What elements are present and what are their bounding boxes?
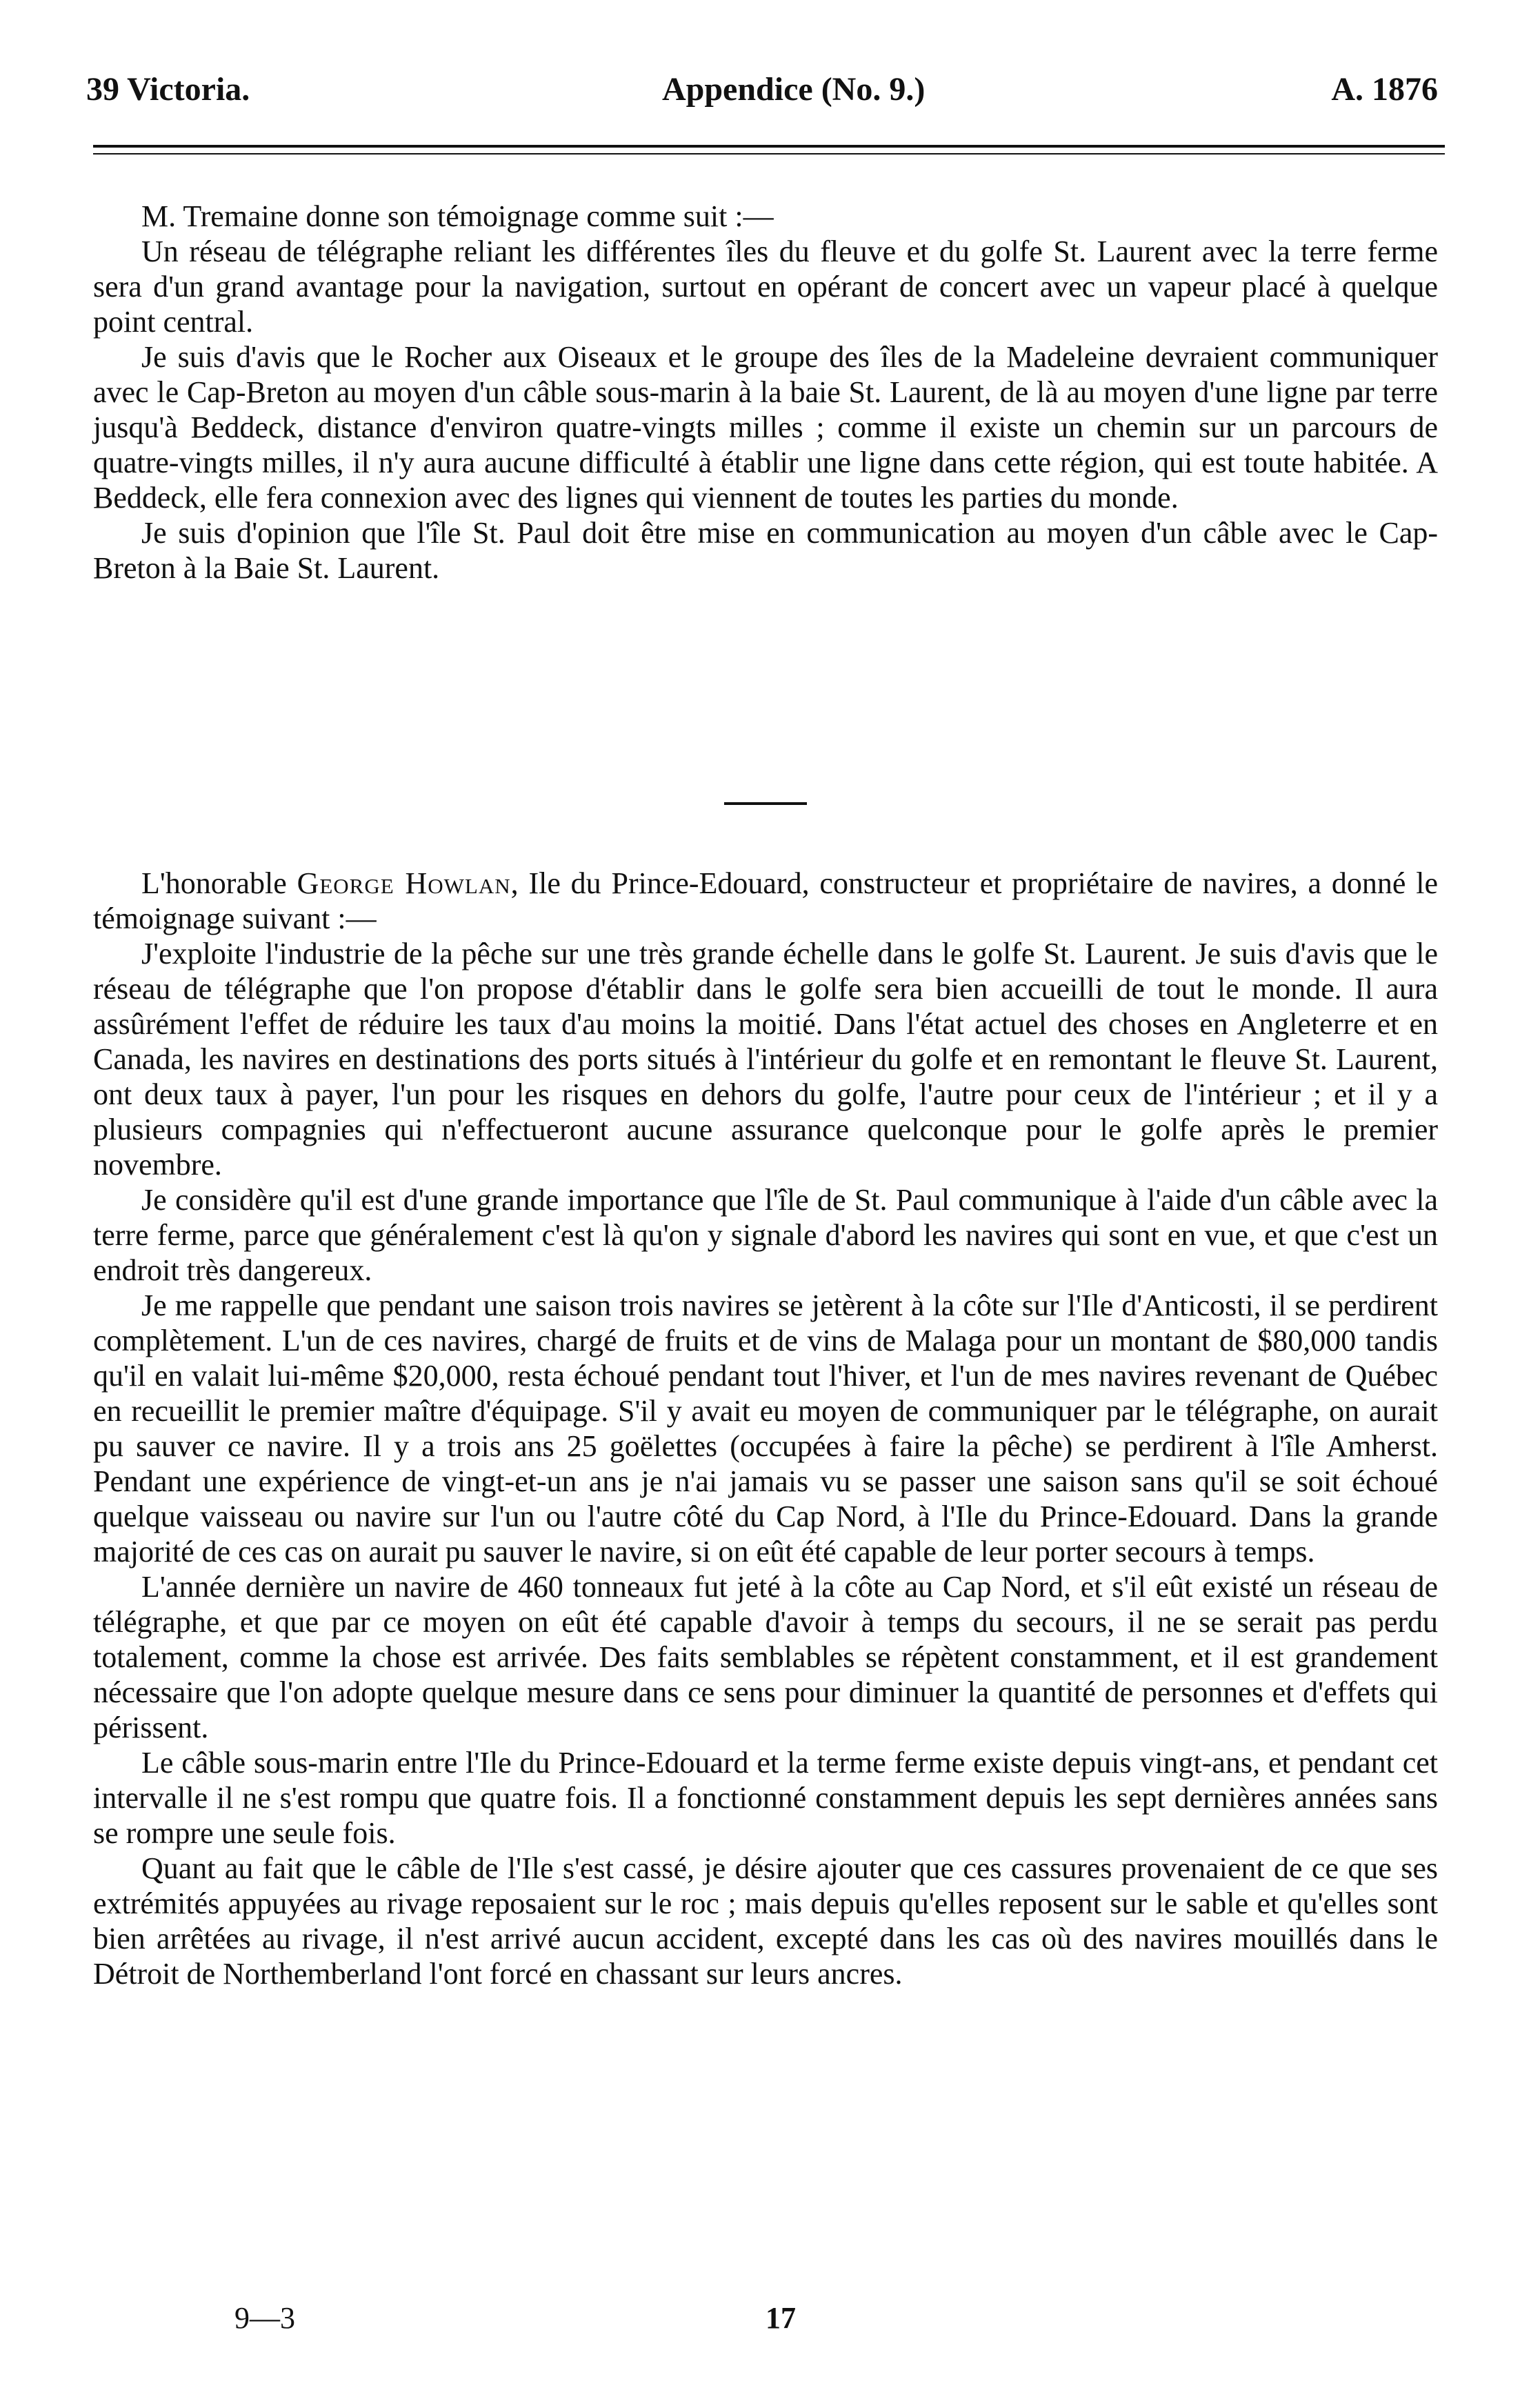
page-number: 17 (766, 2301, 796, 2335)
header-year: A. 1876 (1331, 71, 1438, 108)
testimony-paragraph: Un réseau de télégraphe reliant les différentes îles du fleuve et du golfe St. Laurent avec la terre ferme sera d'un grand avantage pour la navigation, surtout en opérant de concert avec un vapeur placé à quelque point central. (93, 235, 1438, 339)
header-rule-thin (93, 153, 1445, 155)
howlan-testimony (93, 866, 1438, 1991)
testimony-paragraph: L'année dernière un navire de 460 tonneaux fut jeté à la côte au Cap Nord, et s'il eût existé un réseau de télégraphe, et que par ce moyen on eût été capable d'avoir à temps du secours, il ne se serait pas perdu totalement, comme la chose est arrivée. Des faits semblables se répètent constamment, et il est grandement nécessaire que l'on adopte quelque mesure dans ce sens pour diminuer la quantité de personnes et d'effets qui périssent. (93, 1570, 1438, 1744)
header-session: 39 Victoria. (86, 71, 250, 108)
testimony-paragraph: Quant au fait que le câble de l'Ile s'est cassé, je désire ajouter que ces cassures provenaient de ce que ses extrémités appuyées au rivage reposaient sur le roc ; mais depuis qu'elles reposent sur le sable et qu'elles sont bien arrêtées au rivage, il n'est arrivé aucun accident, excepté dans les cas où des navires mouillés dans le Détroit de Northemberland l'ont forcé en chassant sur leurs ancres. (93, 1851, 1438, 1991)
tremaine-testimony (93, 199, 1438, 586)
testimony-paragraph: Je considère qu'il est d'une grande importance que l'île de St. Paul communique à l'aide d'un câble avec la terre ferme, parce que généralement c'est là qu'on y signale d'abord les navires qui sont en vue, et que c'est un endroit très dangereux. (93, 1183, 1438, 1287)
intro-prefix: L'honorable (141, 866, 297, 900)
section-separator (724, 802, 807, 805)
printer-signature: 9—3 (234, 2301, 295, 2335)
testimony-paragraph: Je me rappelle que pendant une saison trois navires se jetèrent à la côte sur l'Ile d'Anticosti, il se perdirent complètement. L'un de ces navires, chargé de fruits et de vins de Malaga pour un montant de $80,000 tandis qu'il en valait lui-même $20,000, resta échoué pendant tout l'hiver, et l'un de mes navires revenant de Québec en recueillit le premier maître d'équipage. S'il y avait eu moyen de communiquer par le télégraphe, on aurait pu sauver ce navire. Il y a trois ans 25 goëlettes (occupées à faire la pêche) se perdirent à l'île Amherst. Pendant une expérience de vingt-et-un ans je n'ai jamais vu se passer une saison sans qu'il se soit échoué quelque vaisseau ou navire sur l'un ou l'autre côté du Cap Nord, à l'Ile du Prince-Edouard. Dans la grande majorité de ces cas on aurait pu sauver le navire, si on eût été capable de leur porter secours à temps. (93, 1288, 1438, 1569)
testimony-intro (93, 866, 1438, 936)
page-footer (0, 2300, 1540, 2342)
intro-suffix: , Ile du Prince-Edouard, constructeur et propriétaire de navires, a donné le témoignage suivant :— (93, 866, 1438, 935)
testimony-paragraph: Je suis d'avis que le Rocher aux Oiseaux et le groupe des îles de la Madeleine devraient communiquer avec le Cap-Breton au moyen d'un câble sous-marin à la baie St. Laurent, de là au moyen d'une ligne par terre jusqu'à Beddeck, distance d'environ quatre-vingts milles ; comme il existe un chemin sur un parcours de quatre-vingts milles, il n'y aura aucune difficulté à établir une ligne dans cette région, qui est toute habitée. A Beddeck, elle fera connexion avec des lignes qui viennent de toutes les parties du monde. (93, 340, 1438, 515)
witness-name: George Howlan (297, 866, 511, 900)
running-header (86, 63, 1438, 119)
testimony-paragraph: Je suis d'opinion que l'île St. Paul doit être mise en communication au moyen d'un câble avec le Cap-Breton à la Baie St. Laurent. (93, 516, 1438, 585)
testimony-paragraph: J'exploite l'industrie de la pêche sur une très grande échelle dans le golfe St. Laurent. Je suis d'avis que le réseau de télégraphe que l'on propose d'établir dans le golfe sera bien accueilli de tout le monde. Il aura assûrément l'effet de réduire les taux d'au moins la moitié. Dans l'état actuel des choses en Angleterre et en Canada, les navires en destinations des ports situés à l'intérieur du golfe et en remontant le fleuve St. Laurent, ont deux taux à payer, l'un pour les risques en dehors du golfe, l'autre pour ceux de l'intérieur ; et il y a plusieurs compagnies qui n'effectueront aucune assurance quelconque pour le golfe après le premier novembre. (93, 937, 1438, 1182)
header-rule-thick (93, 145, 1445, 148)
testimony-paragraph: Le câble sous-marin entre l'Ile du Prince-Edouard et la terme ferme existe depuis vingt-ans, et pendant cet intervalle il ne s'est rompu que quatre fois. Il a fonctionné constamment depuis les sept dernières années sans se rompre une seule fois. (93, 1746, 1438, 1850)
header-appendix: Appendice (No. 9.) (662, 71, 926, 108)
testimony-intro: M. Tremaine donne son témoignage comme suit :— (141, 199, 774, 233)
